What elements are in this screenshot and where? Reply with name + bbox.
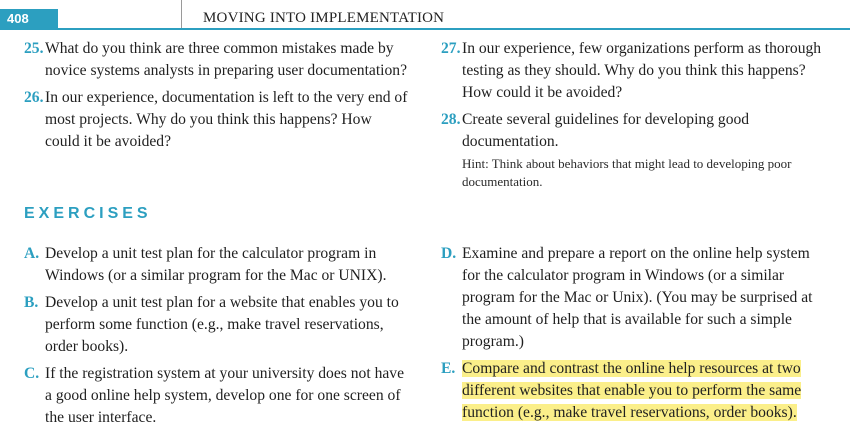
question-item <box>441 38 829 104</box>
question-item <box>24 87 409 153</box>
running-head: MOVING INTO IMPLEMENTATION <box>203 10 445 26</box>
exercise-text: Develop a unit test plan for the calculator program in Windows (or a similar program for the Mac or UNIX). <box>45 245 387 284</box>
question-text: What do you think are three common mistakes made by novice systems analysts in preparing user documentation? <box>45 40 408 79</box>
question-text: In our experience, documentation is left to the very end of most projects. Why do you think this happens? How could it be avoided? <box>45 89 408 150</box>
exercise-label: A. <box>24 245 40 262</box>
exercise-item <box>24 363 409 425</box>
exercise-text: Develop a unit test plan for a website that enables you to perform some function (e.g., make travel reservations, order books). <box>45 294 399 355</box>
question-text: In our experience, few organizations perform as thorough testing as they should. Why do you think this happens? How could it be avoided? <box>462 40 822 101</box>
page-number: 408 <box>0 9 58 28</box>
exercise-label: B. <box>24 294 39 311</box>
highlighted-text: Compare and contrast the online help resources at two different websites that enable you to perform the same function (e.g., make travel reservations, order books). <box>462 360 802 421</box>
question-item <box>441 109 829 153</box>
question-text: Create several guidelines for developing good documentation. <box>462 111 750 150</box>
question-number: 26. <box>24 89 44 106</box>
question-hint: Hint: Think about behaviors that might lead to developing poor documentation. <box>462 156 792 189</box>
exercise-label: D. <box>441 245 457 262</box>
exercise-label: E. <box>441 360 456 377</box>
exercises-right-column <box>441 243 829 425</box>
questions-right-column <box>441 38 829 191</box>
exercise-item <box>24 243 409 287</box>
exercises-left-column <box>24 243 409 425</box>
exercises-heading: EXERCISES <box>24 205 152 222</box>
page-header <box>0 0 850 30</box>
header-divider <box>181 0 182 28</box>
exercise-text: Examine and prepare a report on the online help system for the calculator program in Windows (or a similar program for the Mac or Unix). (You may be surprised at the amount of help that is available for such a simple program.) <box>462 245 813 350</box>
questions-left-column <box>24 38 409 158</box>
exercise-item <box>24 292 409 358</box>
exercise-label: C. <box>24 365 40 382</box>
header-rule <box>0 28 850 30</box>
exercise-item-highlighted <box>441 358 829 424</box>
question-number: 27. <box>441 40 461 57</box>
question-item <box>24 38 409 82</box>
exercise-item <box>441 243 829 353</box>
question-number: 28. <box>441 111 461 128</box>
question-number: 25. <box>24 40 44 57</box>
exercise-text: If the registration system at your university does not have a good online help system, develop one for one screen of the user interface. <box>45 365 405 425</box>
